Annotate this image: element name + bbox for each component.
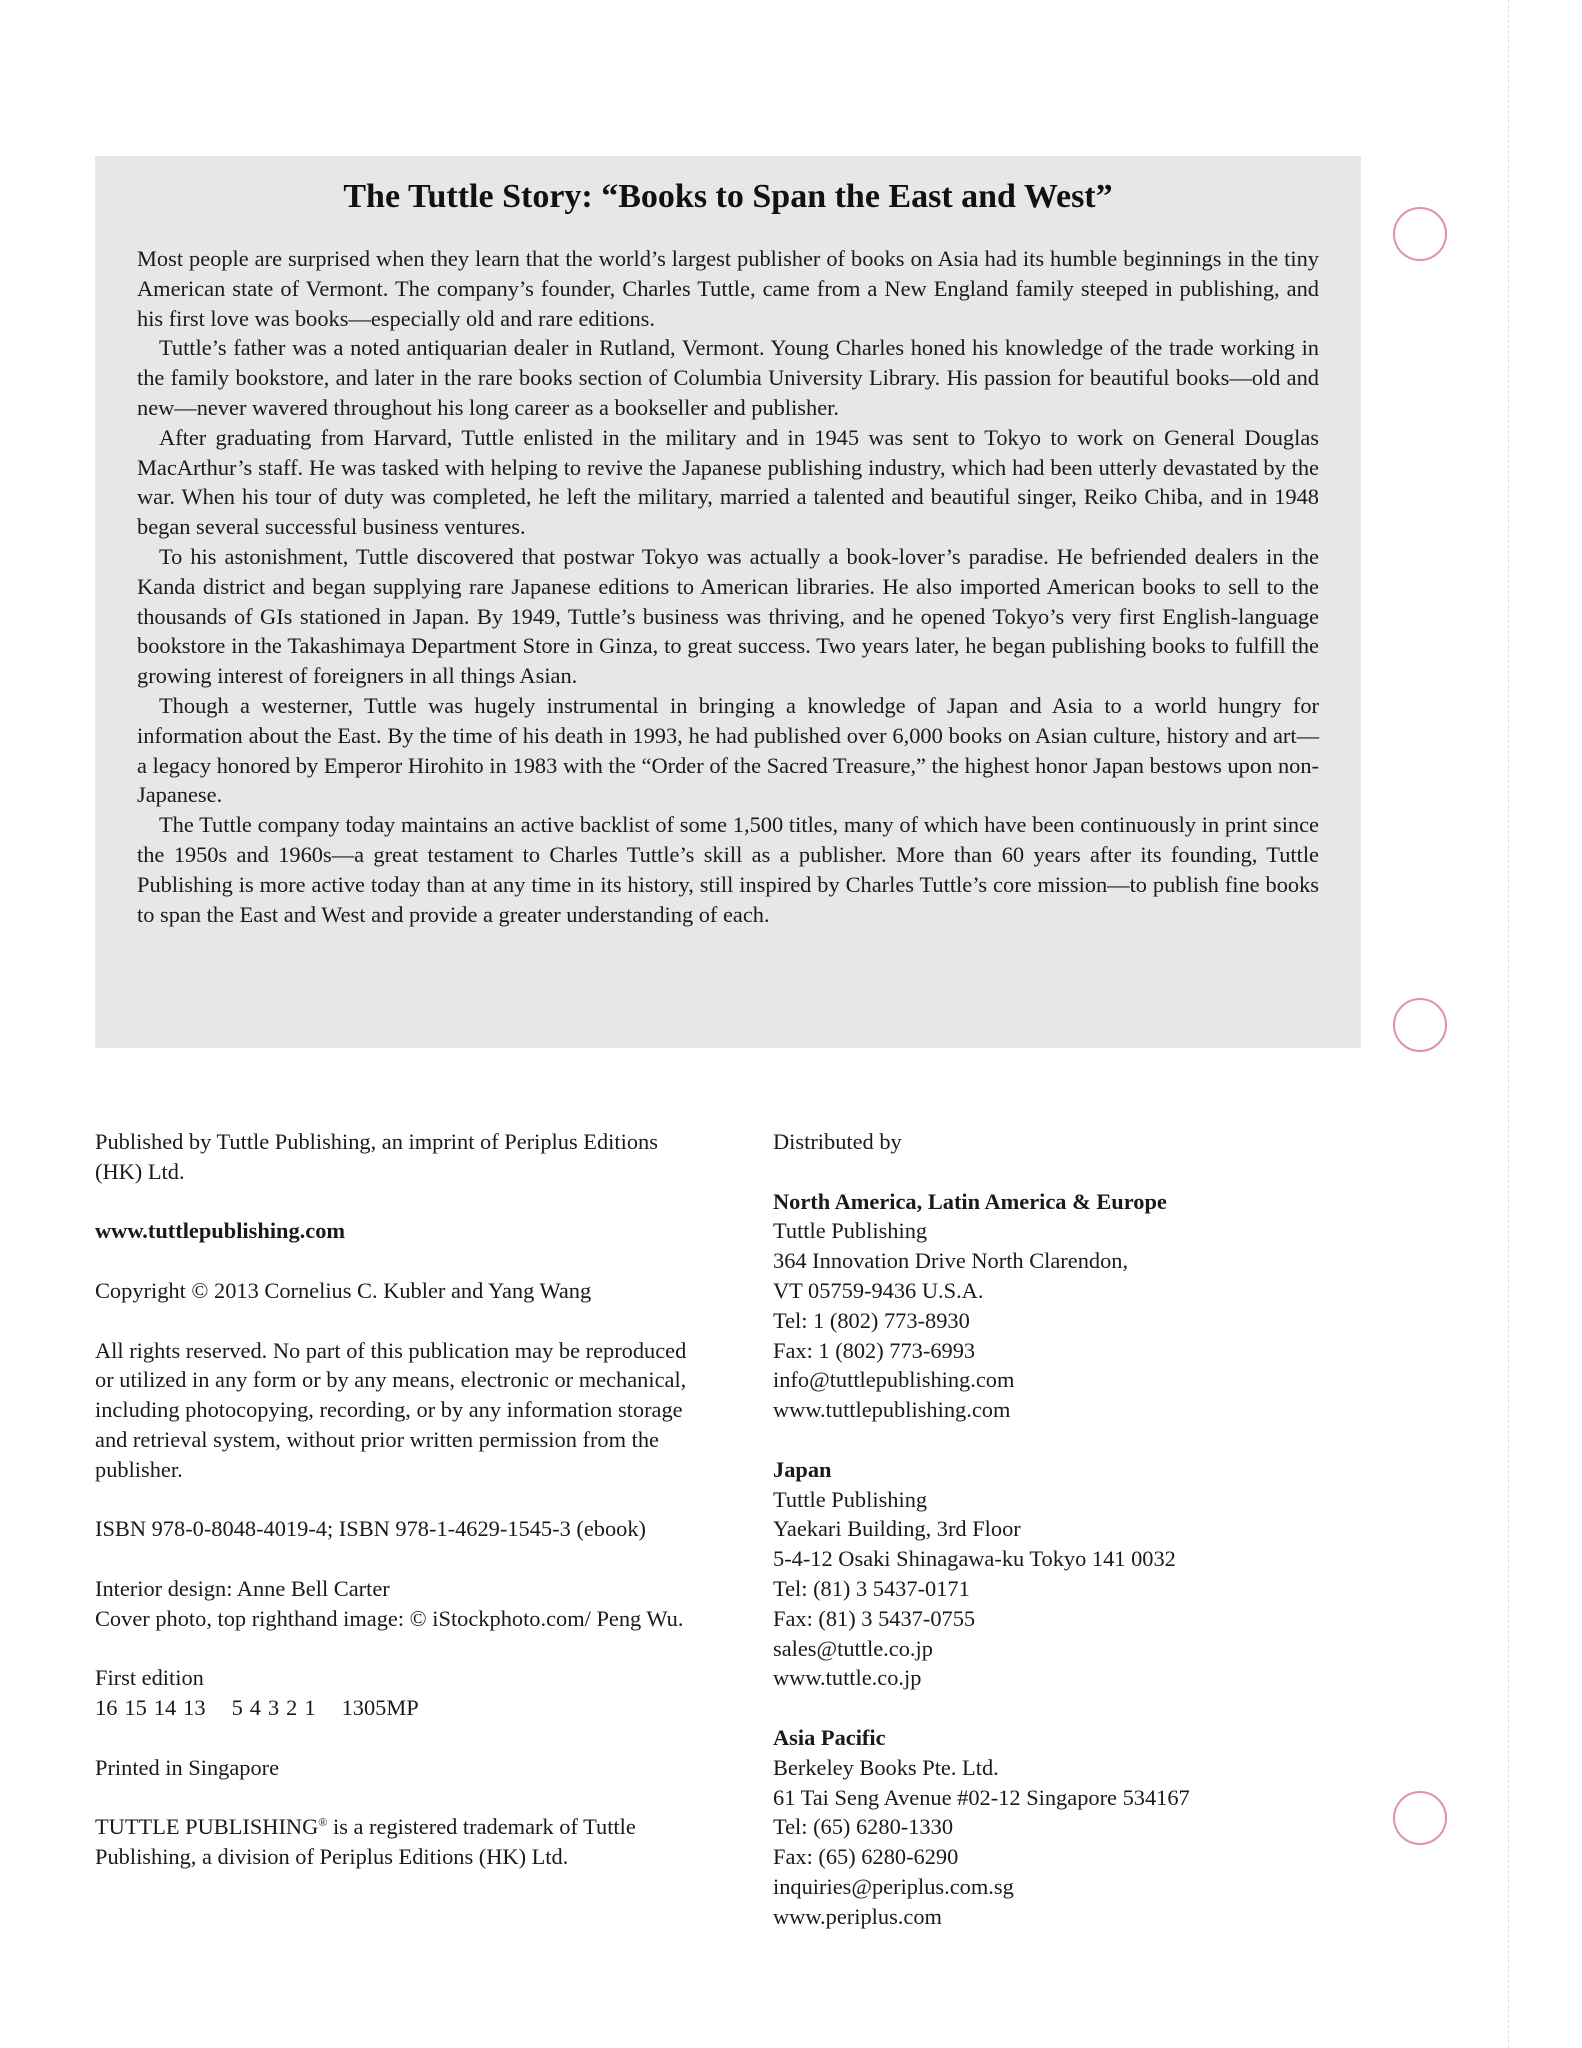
distribution-column [773,1127,1333,1932]
website-link[interactable]: www.tuttlepublishing.com [773,1397,1011,1423]
cover-photo-credit: Cover photo, top righthand image: © iStockphoto.com/ Peng Wu. [95,1605,684,1631]
company-name: Tuttle Publishing [773,1486,928,1512]
imprint-column [95,1127,705,1872]
printing-year: 15 [124,1695,147,1721]
story-paragraph: After graduating from Harvard, Tuttle enlisted in the military and in 1945 was sent to Tokyo to work on General Douglas MacArthur’s staff. He was tasked with helping to revive the Japanese publishing industry, which had been utterly devastated by the war. When his tour of duty was completed, he left the military, married a talented and beautiful singer, Reiko Chiba, and in 1948 began several successful business ventures. [137,424,1319,540]
region-japan [773,1455,1333,1693]
website-link[interactable]: www.tuttle.co.jp [773,1665,922,1691]
binder-hole-top-icon [1393,207,1447,261]
printing-number: 5 [231,1695,243,1721]
address-line: VT 05759-9436 U.S.A. [773,1277,984,1303]
email-link[interactable]: sales@tuttle.co.jp [773,1635,933,1661]
story-paragraph: Though a westerner, Tuttle was hugely instrumental in bringing a knowledge of Japan and Asia to a world hungry for information about the East. By the time of his death in 1993, he had published over 6,000 books on Asian culture, history and art—a legacy honored by Emperor Hirohito in 1983 with the “Order of the Sacred Treasure,” the highest honor Japan bestows upon non-Japanese. [137,692,1319,808]
publisher-website-link[interactable]: www.tuttlepublishing.com [95,1218,346,1244]
printing-code: 1305MP [341,1695,419,1721]
rights-notice: All rights reserved. No part of this publication may be reproduced or utilized in any form or by any means, electronic or mechanical, including photocopying, recording, or by any information storage and retrieval system, without prior written permission from the publisher. [95,1337,687,1482]
fax-number: Fax: (81) 3 5437-0755 [773,1605,976,1631]
distribution-heading: Distributed by [773,1129,902,1154]
printing-number: 2 [286,1695,298,1721]
tuttle-story-box [95,156,1361,1048]
website-link[interactable]: www.periplus.com [773,1903,942,1929]
binder-hole-bottom-icon [1393,1791,1447,1845]
company-name: Berkeley Books Pte. Ltd. [773,1754,999,1780]
email-link[interactable]: inquiries@periplus.com.sg [773,1873,1014,1899]
phone-number: Tel: (81) 3 5437-0171 [773,1575,970,1601]
printing-year: 13 [183,1695,206,1721]
phone-number: Tel: (65) 6280-1330 [773,1814,954,1840]
printing-year: 16 [95,1695,118,1721]
story-paragraph: Most people are surprised when they learn that the world’s largest publisher of books on Asia had its humble beginnings in the tiny American state of Vermont. The company’s founder, Charles Tuttle, came from a New England family steeped in publishing, and his first love was books—especially old and rare editions. [137,246,1319,331]
binder-hole-middle-icon [1393,998,1447,1052]
story-paragraph: The Tuttle company today maintains an active backlist of some 1,500 titles, many of which have been continuously in print since the 1950s and 1960s—a great testament to Charles Tuttle’s skill as a publisher. More than 60 years after its founding, Tuttle Publishing is more active today than at any time in its history, still inspired by Charles Tuttle’s core mission—to publish fine books to span the East and West and provide a greater understanding of each. [137,812,1319,927]
story-paragraph: To his astonishment, Tuttle discovered that postwar Tokyo was actually a book-lover’s paradise. He befriended dealers in the Kanda district and began supplying rare Japanese editions to American libraries. He also imported American books to sell to the thousands of GIs stationed in Japan. By 1949, Tuttle’s business was thriving, and he opened Tokyo’s very first English-language bookstore in the Takashimaya Department Store in Ginza, to great success. Two years later, he began publishing books to fulfill the growing interest of foreigners in all things Asian. [137,543,1319,689]
trademark-notice [95,1812,705,1872]
printing-number: 1 [304,1695,316,1721]
printing-line [95,1693,705,1723]
region-name: Asia Pacific [773,1724,886,1750]
company-name: Tuttle Publishing [773,1218,928,1244]
page-edge-divider [1508,0,1509,2048]
printing-number: 4 [249,1695,261,1721]
design-credit: Interior design: Anne Bell Carter [95,1575,390,1601]
phone-number: Tel: 1 (802) 773-8930 [773,1307,970,1333]
registered-mark: ® [318,1815,328,1830]
printing-year: 14 [153,1695,177,1721]
address-line: 61 Tai Seng Avenue #02-12 Singapore 534167 [773,1784,1190,1810]
address-line: 364 Innovation Drive North Clarendon, [773,1248,1129,1274]
isbn-line: ISBN 978-0-8048-4019-4; ISBN 978-1-4629-1545-3 (ebook) [95,1516,646,1542]
fax-number: Fax: 1 (802) 773-6993 [773,1337,976,1363]
story-title: The Tuttle Story: “Books to Span the East and West” [343,178,1113,215]
story-paragraph: Tuttle’s father was a noted antiquarian dealer in Rutland, Vermont. Young Charles honed his knowledge of the trade working in the family bookstore, and later in the rare books section of Columbia University Library. His passion for beautiful books—old and new—never wavered throughout his long career as a bookseller and publisher. [137,335,1319,420]
edition-label: First edition [95,1665,204,1691]
publisher-statement: Published by Tuttle Publishing, an imprint of Periplus Editions (HK) Ltd. [95,1129,658,1184]
address-line: Yaekari Building, 3rd Floor [773,1516,1021,1542]
address-line: 5-4-12 Osaki Shinagawa-ku Tokyo 141 0032 [773,1546,1176,1572]
trademark-text: is a registered trademark of Tuttle Publishing, a division of Periplus Editions (HK) Ltd. [95,1814,636,1870]
trademark-name: TUTTLE PUBLISHING [95,1814,319,1840]
email-link[interactable]: info@tuttlepublishing.com [773,1367,1015,1393]
region-name: North America, Latin America & Europe [773,1188,1167,1214]
printing-number: 3 [267,1695,280,1721]
fax-number: Fax: (65) 6280-6290 [773,1844,959,1870]
copyright-notice: Copyright © 2013 Cornelius C. Kubler and Yang Wang [95,1277,592,1303]
region-name: Japan [773,1456,832,1482]
region-asia-pacific [773,1723,1333,1932]
region-north-america [773,1187,1333,1425]
printed-in: Printed in Singapore [95,1754,280,1780]
